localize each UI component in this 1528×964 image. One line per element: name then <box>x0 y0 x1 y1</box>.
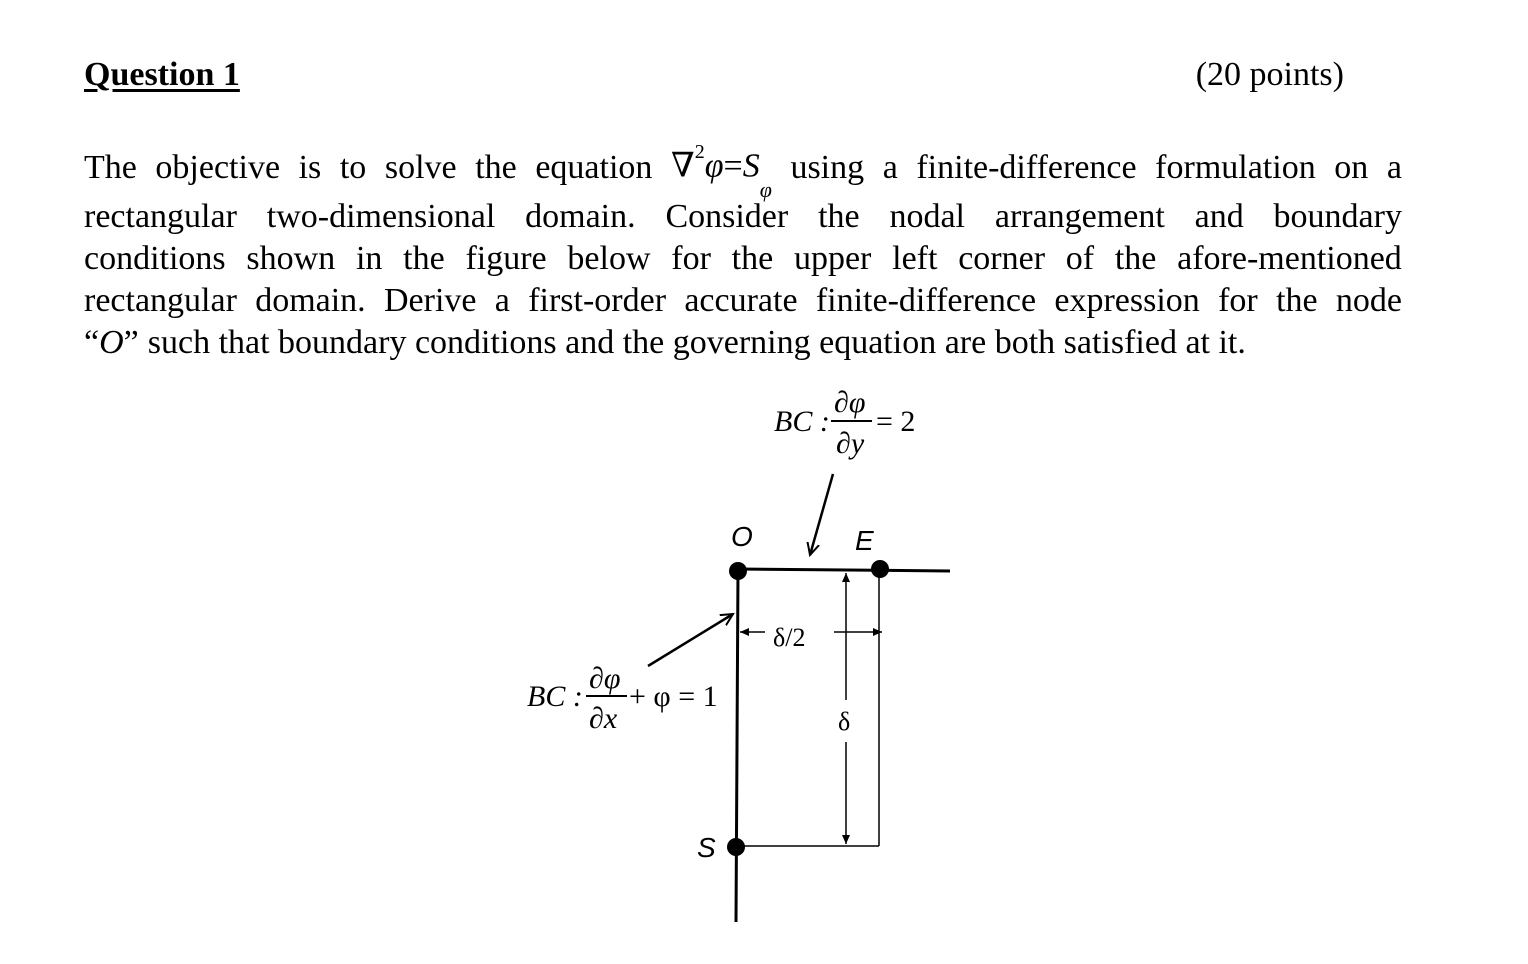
equation-power: 2 <box>694 141 705 164</box>
half-delta-label: δ/2 <box>773 623 806 652</box>
left-bc-numerator: ∂φ <box>589 662 621 695</box>
equation-source-subscript: φ <box>759 176 772 202</box>
node-s-label: S <box>697 832 716 863</box>
equation-equals: = <box>723 147 743 185</box>
line3-word: left <box>892 240 938 277</box>
node-o <box>729 562 747 580</box>
question-title: Question 1 <box>84 56 240 93</box>
line3-word: upper <box>793 240 872 277</box>
line3-word: corner <box>958 240 1046 277</box>
line2-word: domain. <box>525 198 636 235</box>
line4-word: accurate <box>684 282 798 319</box>
line2-word: the <box>818 198 860 235</box>
line3-word: figure <box>465 240 547 277</box>
line5-node-ref: “O” <box>84 324 139 361</box>
line1-word: is <box>298 149 322 186</box>
top-boundary-condition <box>774 386 915 460</box>
node-o-label: O <box>731 521 753 552</box>
line1-word: a <box>882 149 898 186</box>
line1-word: finite-difference <box>916 149 1137 186</box>
line2-word: rectangular <box>84 198 237 235</box>
line1-word: the <box>475 149 517 186</box>
line1-word: solve <box>384 149 457 186</box>
left-bc-rhs: + φ = 1 <box>629 680 718 713</box>
line3-word: shown <box>246 240 336 277</box>
question-points: (20 points) <box>1195 56 1344 93</box>
top-bc-numerator: ∂φ <box>834 386 866 419</box>
line5-text: such that boundary conditions and the governing equation are both satisfied at it. <box>147 324 1246 361</box>
line1-word: The <box>84 149 137 186</box>
line2-word: and <box>1194 198 1244 235</box>
equation-nabla: ∇ <box>670 147 695 185</box>
top-bc-arrow <box>810 474 833 555</box>
line1-word: on <box>1334 149 1369 186</box>
line2-word: arrangement <box>994 198 1165 235</box>
line1-word: using <box>790 149 865 186</box>
node-e-label: E <box>855 525 874 556</box>
top-bc-prefix: BC : <box>774 405 830 438</box>
line4-word: the <box>1276 282 1318 319</box>
node-e <box>871 560 889 578</box>
line4-word: domain. <box>255 282 366 319</box>
top-bc-rhs: = 2 <box>876 405 916 438</box>
line4-word: rectangular <box>84 282 237 319</box>
line4-word: node <box>1335 282 1402 319</box>
line4-word: a <box>494 282 510 319</box>
line3-word: in <box>355 240 383 277</box>
top-bc-denominator: ∂y <box>836 427 865 460</box>
line3-word: the <box>403 240 445 277</box>
line2-word: boundary <box>1273 198 1402 235</box>
left-bc-arrow <box>648 614 733 666</box>
left-bc-prefix: BC : <box>527 680 583 713</box>
line4-word: finite-difference <box>815 282 1037 319</box>
line3-word: the <box>731 240 774 277</box>
top-boundary-line <box>738 569 950 571</box>
line3-word: afore-mentioned <box>1177 240 1402 277</box>
line3-word: below <box>567 240 651 277</box>
equation-source: S <box>742 147 760 185</box>
delta-label: δ <box>838 707 851 736</box>
line1-word: equation <box>535 149 653 186</box>
line3-word: of <box>1065 240 1095 277</box>
line1-word: objective <box>155 149 281 186</box>
line3-word: the <box>1114 240 1157 277</box>
line3-word: for <box>671 240 711 277</box>
line4-word: for <box>1218 282 1258 319</box>
equation-phi: φ <box>704 147 724 185</box>
line2-word: two-dimensional <box>266 198 496 235</box>
line1-word: to <box>339 149 367 186</box>
line4-word: expression <box>1054 282 1200 319</box>
node-s <box>727 838 745 856</box>
left-boundary-line <box>736 569 738 922</box>
line1-word: formulation <box>1155 149 1316 186</box>
line3-word: conditions <box>84 240 226 277</box>
line4-word: Derive <box>383 282 477 319</box>
line2-word: nodal <box>889 198 966 235</box>
line4-word: first-order <box>528 282 667 319</box>
line1-word: a <box>1386 149 1402 186</box>
line2-word: Consider <box>665 198 789 235</box>
left-boundary-condition <box>527 662 718 735</box>
left-bc-denominator: ∂x <box>589 702 618 735</box>
